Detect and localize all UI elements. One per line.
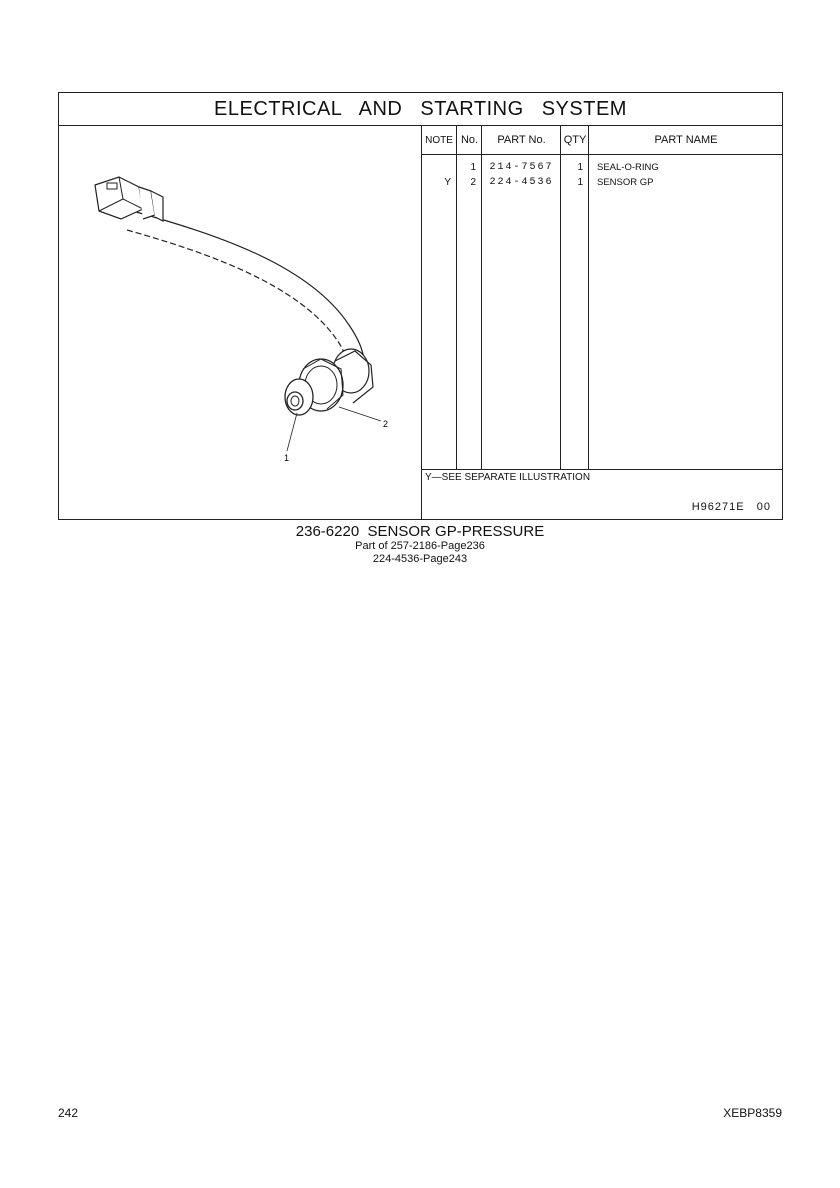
page-reference: 224-4536-Page243 [372,553,468,565]
callout-2-leader [339,407,381,421]
row2-part-name: SENSOR GP [597,177,654,188]
pressure-sensor-icon [285,349,373,415]
header-note: NOTE [425,134,453,146]
row2-note: Y [444,177,451,188]
header-part-no: PART No. [497,134,546,146]
row1-part-no: 214-7567 [489,162,554,173]
drawing-code: H96271E 00 [691,501,771,513]
document-code: XEBP8359 [723,1106,782,1120]
row1-qty: 1 [577,162,583,173]
header-qty: QTY [563,134,587,146]
row1-no: 1 [470,162,476,173]
table-footer-divider [421,469,783,470]
callout-2: 2 [383,419,389,429]
row2-qty: 1 [577,177,583,188]
part-illustration [59,125,422,519]
row1-part-name: SEAL-O-RING [597,162,659,173]
table-header [421,125,783,155]
parts-frame [58,92,783,520]
part-of-reference: Part of 257-2186-Page236 [355,540,485,552]
parts-table [421,125,783,519]
section-title-bar [59,93,782,126]
page-number: 242 [58,1106,79,1120]
sensor-drawing [59,125,421,519]
callout-1: 1 [284,453,290,463]
assembly-title: 236-6220 SENSOR GP-PRESSURE [295,523,545,540]
section-title: ELECTRICAL AND STARTING SYSTEM [214,97,627,120]
callout-1-leader [287,413,297,451]
see-separate-note: Y—SEE SEPARATE ILLUSTRATION [425,472,591,483]
connector-icon [95,177,163,221]
header-no: No. [460,134,479,146]
header-part-name: PART NAME [654,134,718,146]
row2-part-no: 224-4536 [489,177,554,188]
row2-no: 2 [470,177,476,188]
